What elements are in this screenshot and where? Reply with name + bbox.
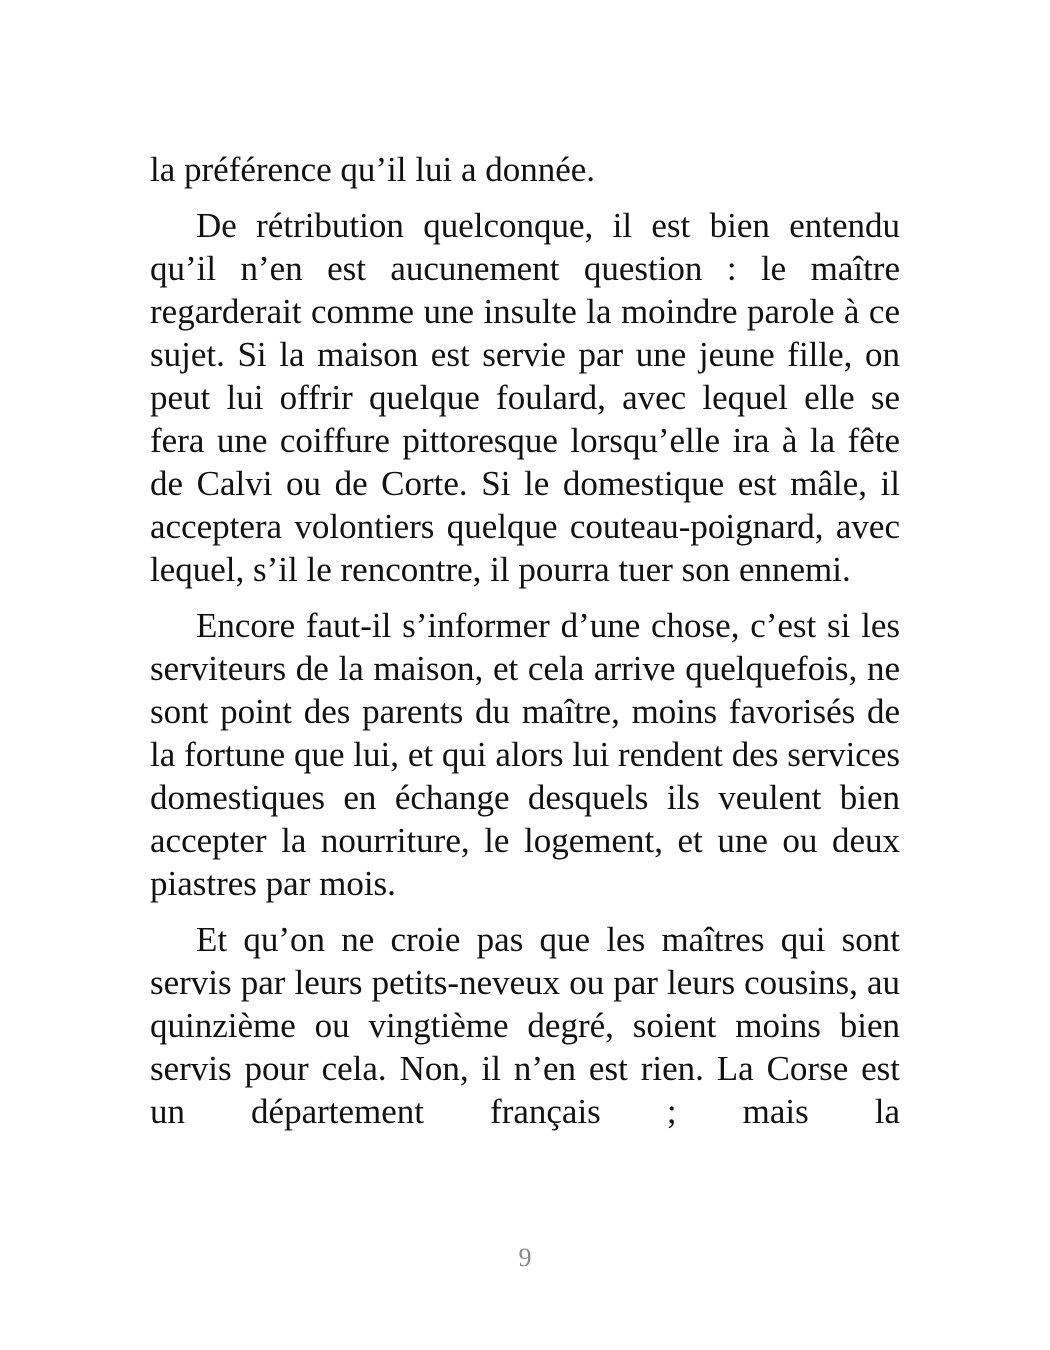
paragraph-serviteurs: Encore faut-il s’informer d’une chose, c’est si les serviteurs de la maison, et cela arrive quelquefois, ne sont point des parents du maître, moins favorisés de la fortune que lui, et qui alors lui rendent des services domestiques en échange desquels ils veulent bien accepter la nourriture, le logement, et une ou deux piastres par mois. bbox=[150, 606, 900, 903]
page-number: 9 bbox=[518, 1243, 532, 1272]
paragraph-maitres: Et qu’on ne croie pas que les maîtres qui sont servis par leurs petits-neveux ou par leurs cousins, au quinzième ou vingtième degré, soient moins bien servis pour cela. Non, il n’en est rien. La Corse est un département français ; mais la bbox=[150, 920, 900, 1131]
paragraph-continued: la préférence qu’il lui a donnée. bbox=[150, 150, 596, 189]
page-body bbox=[150, 148, 900, 1146]
paragraph-retribution: De rétribution quelconque, il est bien entendu qu’il n’en est aucunement question : le maître regarderait comme une insulte la moindre parole à ce sujet. Si la maison est servie par une jeune fille, on peut lui offrir quelque foulard, avec lequel elle se fera une coiffure pittoresque lorsqu’elle ira à la fête de Calvi ou de Corte. Si le domestique est mâle, il acceptera volontiers quelque couteau-poignard, avec lequel, s’il le rencontre, il pourra tuer son ennemi. bbox=[150, 206, 900, 589]
